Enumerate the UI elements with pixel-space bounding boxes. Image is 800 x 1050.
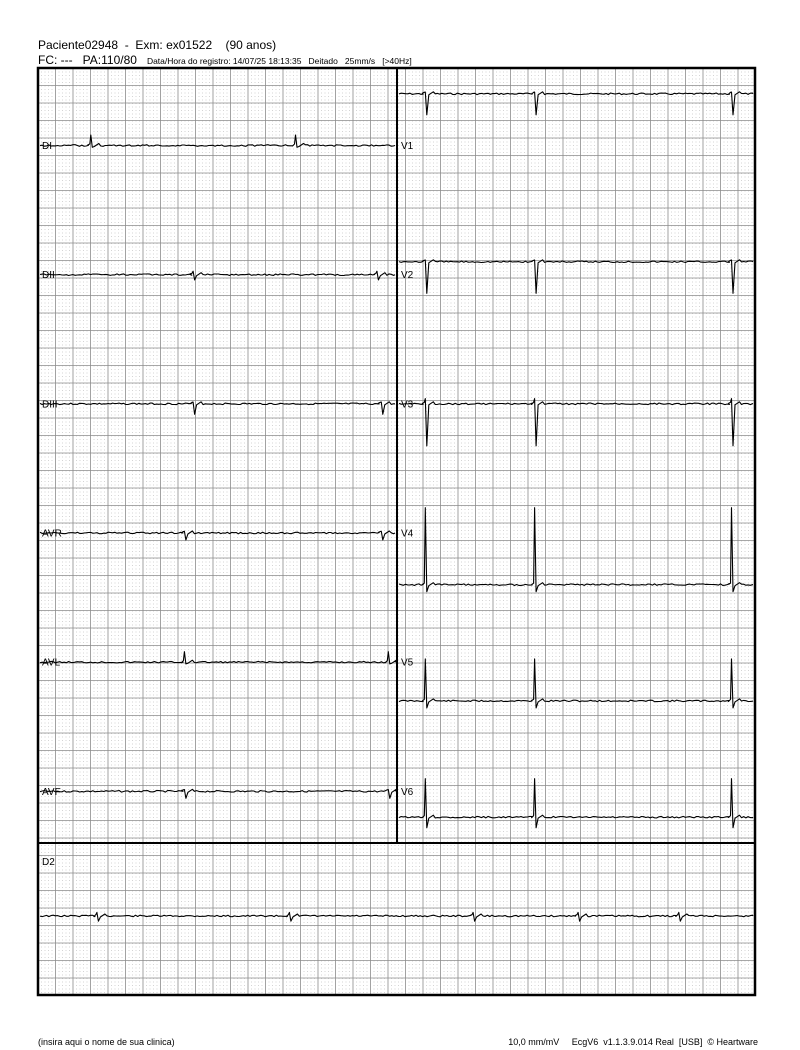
lead-label-v2: V2 — [401, 270, 414, 282]
trace-dii — [40, 271, 395, 280]
trace-v5 — [399, 659, 753, 708]
lead-label-di: DI — [42, 141, 52, 153]
gain-text: 10,0 mm/mV — [508, 1037, 560, 1047]
trace-v3 — [399, 399, 753, 446]
trace-avr — [40, 528, 395, 540]
lead-label-avr: AVR — [42, 528, 62, 540]
trace-v4 — [399, 508, 753, 592]
trace-v2 — [399, 260, 753, 294]
patient-exam-line: Paciente02948 - Exm: ex01522 (90 anos) — [38, 38, 277, 52]
lead-label-d2: D2 — [42, 857, 55, 868]
trace-avf — [40, 786, 396, 798]
ecg-frames — [38, 68, 755, 995]
lead-label-diii: DIII — [42, 399, 58, 411]
software-text: EcgV6 v1.1.3.9.014 Real [USB] © Heartware — [571, 1037, 758, 1047]
trace-di — [40, 135, 395, 147]
trace-avl — [40, 652, 396, 664]
footer-info — [508, 1037, 758, 1047]
trace-diii — [40, 402, 395, 415]
lead-label-dii: DII — [42, 270, 55, 282]
lead-label-v3: V3 — [401, 399, 414, 411]
lead-label-v5: V5 — [401, 657, 414, 669]
lead-label-v4: V4 — [401, 528, 414, 540]
clinic-name: (insira aqui o nome de sua clinica) — [38, 1037, 175, 1047]
trace-d2 — [40, 913, 753, 922]
lead-label-v1: V1 — [401, 141, 414, 153]
lead-label-avf: AVF — [42, 786, 61, 798]
lead-label-avl: AVL — [42, 657, 61, 669]
registro-text: Data/Hora do registro: 14/07/25 18:13:35 Deitado 25mm/s [>40Hz] — [146, 56, 412, 66]
lead-label-v6: V6 — [401, 786, 414, 798]
fc-pa-text: FC: --- PA:110/80 — [38, 53, 137, 67]
